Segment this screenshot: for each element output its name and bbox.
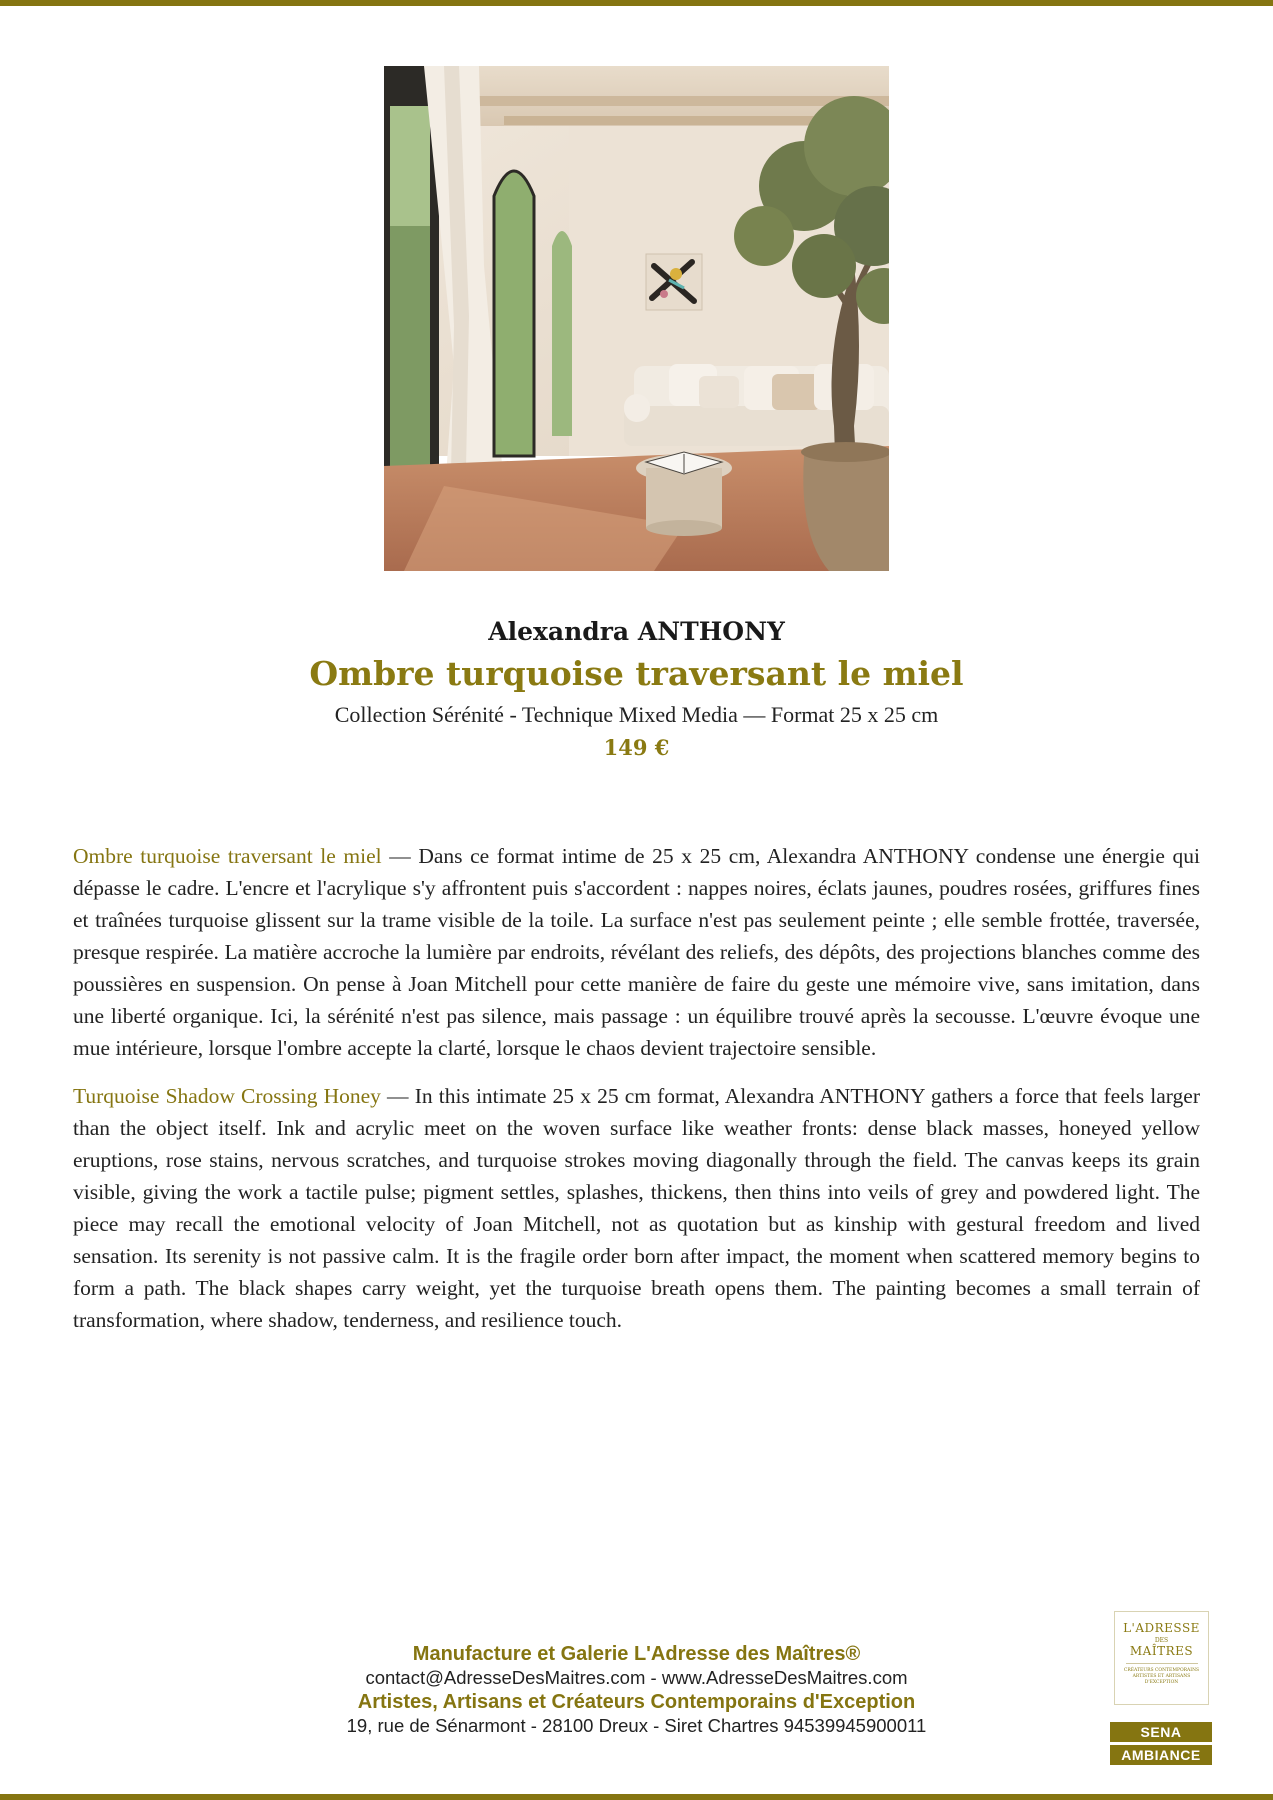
footer xyxy=(0,1642,1273,1738)
footer-tagline: Artistes, Artisans et Créateurs Contemporains d'Exception xyxy=(357,1691,916,1713)
logo-line-4: CRÉATEURS CONTEMPORAINS ARTISTES ET ARTISANS D'EXCEPTION xyxy=(1123,1668,1200,1685)
logo-divider xyxy=(1126,1663,1198,1664)
artwork-header xyxy=(0,612,1273,764)
description-english-lead: Turquoise Shadow Crossing Honey xyxy=(73,1084,381,1108)
logo-line-1: L'ADRESSE xyxy=(1123,1621,1200,1635)
artwork-descriptions xyxy=(73,840,1200,1352)
gallery-logo xyxy=(1114,1611,1209,1705)
artwork-title: Ombre turquoise traversant le miel xyxy=(309,654,964,693)
artist-name: Alexandra ANTHONY xyxy=(488,617,785,646)
top-border xyxy=(0,0,1273,6)
description-french-lead: Ombre turquoise traversant le miel xyxy=(73,844,382,868)
description-french xyxy=(73,840,1200,1064)
artwork-in-interior-photo xyxy=(384,66,889,571)
description-english xyxy=(73,1080,1200,1336)
artwork-meta: Collection Sérénité - Technique Mixed Media — Format 25 x 25 cm xyxy=(334,702,939,727)
description-french-text: — Dans ce format intime de 25 x 25 cm, Alexandra ANTHONY condense une énergie qui dépasse le cadre. L'encre et l'acrylique s'y affrontent puis s'accordent : nappes noires, éclats jaunes, poudres rosées, griffures fines et traînées turquoise glissent sur la trame visible de la toile. La surface n'est pas seulement peinte ; elle semble frottée, traversée, presque respirée. La matière accroche la lumière par endroits, révélant des reliefs, des dépôts, des projections blanches comme des poussières en suspension. On pense à Joan Mitchell pour cette manière de faire du geste une mémoire vive, sans imitation, dans une liberté organique. Ici, la sérénité n'est pas silence, mais passage : un équilibre trouvé après la secousse. L'œuvre évoque une mue intérieure, lorsque l'ombre accepte la clarté, lorsque le chaos devient trajectoire sensible. xyxy=(73,844,1200,1060)
footer-contact: contact@AdresseDesMaitres.com - www.AdresseDesMaitres.com xyxy=(365,1667,908,1688)
description-english-text: — In this intimate 25 x 25 cm format, Alexandra ANTHONY gathers a force that feels larger than the object itself. Ink and acrylic meet on the woven surface like weather fronts: dense black masses, honeyed yellow eruptions, rose stains, nervous scratches, and turquoise strokes moving diagonally through the field. The canvas keeps its grain visible, giving the work a tactile pulse; pigment settles, splashes, thickens, then thins into veils of grey and powdered light. The piece may recall the emotional velocity of Joan Mitchell, not as quotation but as kinship with gestural freedom and lived sensation. Its serenity is not passive calm. It is the fragile order born after impact, the moment when scattered memory begins to form a path. The black shapes carry weight, yet the turquoise breath opens them. The painting becomes a small terrain of transformation, where shadow, tenderness, and resilience touch. xyxy=(73,1084,1200,1332)
logo-line-3: MAÎTRES xyxy=(1129,1644,1194,1658)
artwork-price: 149 € xyxy=(603,735,670,760)
logo-line-2: DES xyxy=(1154,1637,1169,1644)
bottom-border xyxy=(0,1794,1273,1800)
footer-address: 19, rue de Sénarmont - 28100 Dreux - Siret Chartres 94539945900011 xyxy=(346,1715,927,1736)
sena-badge: SENA xyxy=(1110,1722,1212,1742)
ambiance-badge: AMBIANCE xyxy=(1110,1745,1212,1765)
footer-brand: Manufacture et Galerie L'Adresse des Maîtres® xyxy=(412,1643,861,1665)
